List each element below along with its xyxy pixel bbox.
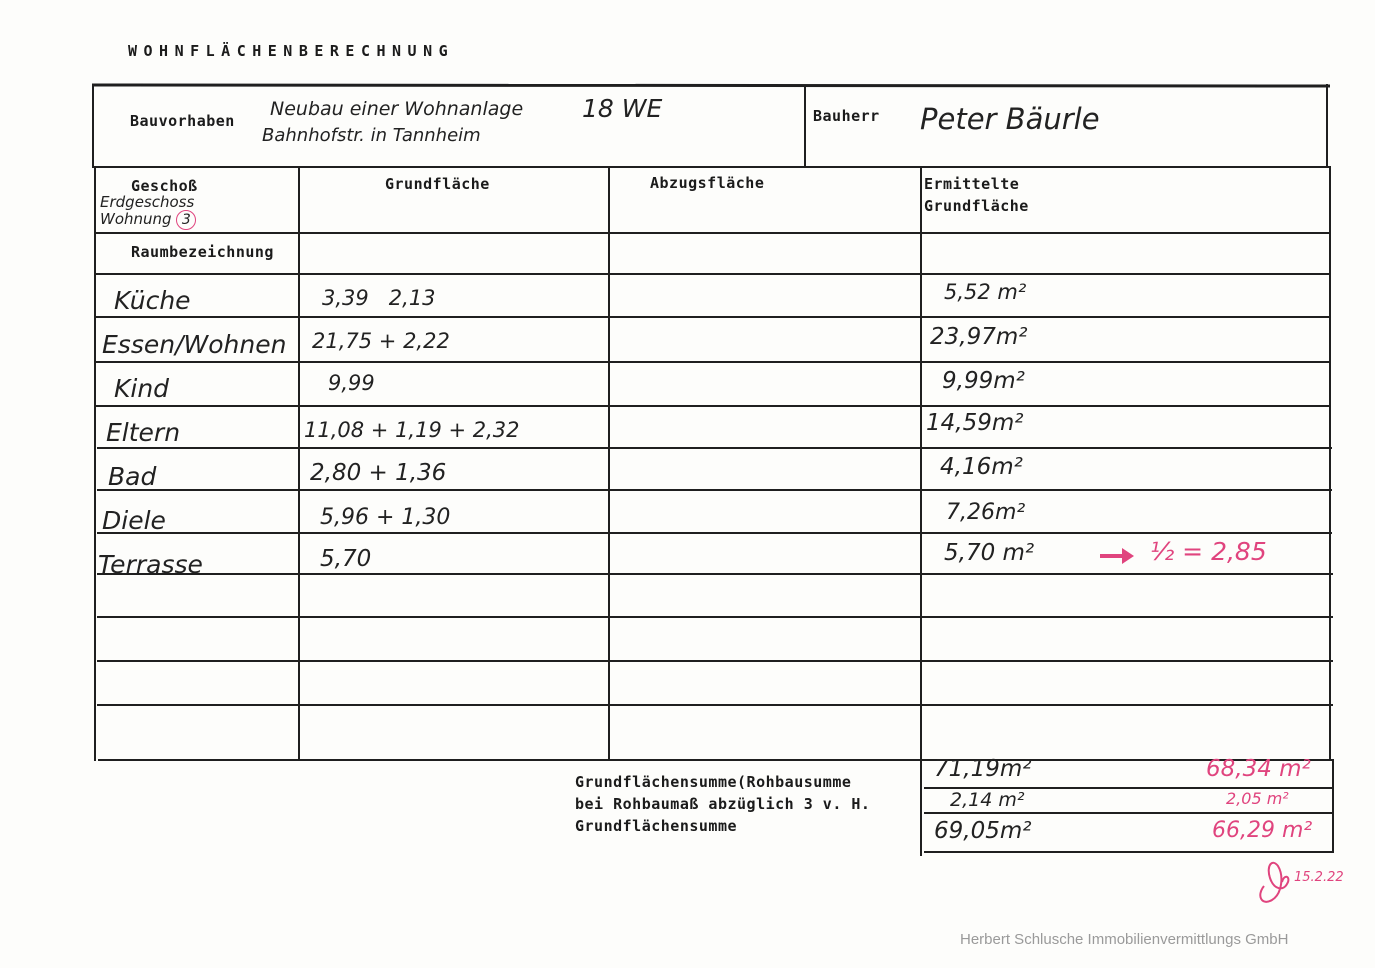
bauvorhaben-value-line2: Bahnhofstr. in Tannheim bbox=[262, 125, 481, 146]
column-header-abzugsflaeche: Abzugsfläche bbox=[650, 174, 765, 192]
footer-watermark: Herbert Schlusche Immobilienvermittlungs GmbH bbox=[960, 931, 1289, 948]
column-header-grundflaeche: Grundfläche bbox=[385, 175, 490, 193]
bauherr-label: Bauherr bbox=[813, 107, 880, 125]
wohnung-number-circle: 3 bbox=[176, 210, 196, 230]
summary-value-abzug: 2,14 m² bbox=[950, 789, 1025, 811]
bauvorhaben-label: Bauvorhaben bbox=[130, 112, 235, 130]
terrasse-half-note: ½ = 2,85 bbox=[1150, 537, 1267, 566]
room-ermittelt: 14,59m² bbox=[926, 410, 1024, 436]
ermittelte-line2: Grundfläche bbox=[924, 197, 1029, 215]
summary-line2: bei Rohbaumaß abzüglich 3 v. H. bbox=[575, 795, 871, 813]
raumbezeichnung-label: Raumbezeichnung bbox=[131, 243, 274, 261]
room-name: Diele bbox=[102, 506, 166, 535]
room-ermittelt: 7,26m² bbox=[946, 500, 1026, 525]
document-title: WOHNFLÄCHENBERECHNUNG bbox=[128, 42, 455, 60]
room-name: Küche bbox=[114, 286, 191, 315]
ermittelte-line1: Ermittelte bbox=[924, 175, 1020, 193]
summary-pink-total: 66,29 m² bbox=[1212, 818, 1313, 843]
room-grundflaeche: 9,99 bbox=[328, 371, 375, 395]
column-header-geschoss: Geschoß bbox=[131, 177, 198, 195]
bauvorhaben-value-line1: Neubau einer Wohnanlage bbox=[270, 98, 524, 120]
summary-pink-rohbau: 68,34 m² bbox=[1206, 756, 1311, 782]
room-grundflaeche: 5,70 bbox=[320, 546, 372, 572]
summary-line1: Grundflächensumme(Rohbausumme bbox=[575, 773, 852, 791]
room-ermittelt: 23,97m² bbox=[930, 324, 1028, 350]
geschoss-wohnung: Wohnung bbox=[100, 210, 172, 228]
summary-value-rohbau: 71,19m² bbox=[934, 756, 1032, 782]
room-grundflaeche: 2,80 + 1,36 bbox=[310, 460, 447, 486]
room-name: Kind bbox=[114, 374, 170, 403]
bauvorhaben-units: 18 WE bbox=[582, 94, 663, 123]
summary-labels bbox=[575, 771, 870, 837]
room-name: Eltern bbox=[106, 418, 181, 447]
room-name: Bad bbox=[108, 462, 157, 491]
room-ermittelt: 5,70 m² bbox=[944, 540, 1035, 566]
geschoss-value bbox=[100, 194, 196, 230]
summary-value-total: 69,05m² bbox=[934, 818, 1032, 844]
geschoss-floor: Erdgeschoss bbox=[100, 193, 195, 211]
signature-date: 15.2.22 bbox=[1294, 870, 1344, 885]
room-ermittelt: 9,99m² bbox=[942, 368, 1025, 394]
room-ermittelt: 5,52 m² bbox=[944, 280, 1027, 304]
signature bbox=[1254, 856, 1294, 910]
room-name: Essen/Wohnen bbox=[102, 330, 287, 359]
room-name: Terrasse bbox=[98, 550, 203, 579]
room-grundflaeche: 11,08 + 1,19 + 2,32 bbox=[304, 418, 520, 442]
bauherr-value: Peter Bäurle bbox=[920, 102, 1100, 136]
room-ermittelt: 4,16m² bbox=[940, 454, 1023, 480]
summary-line3: Grundflächensumme bbox=[575, 817, 738, 835]
column-header-ermittelte bbox=[924, 173, 1029, 217]
summary-pink-abzug: 2,05 m² bbox=[1226, 789, 1289, 808]
room-grundflaeche: 3,39 2,13 bbox=[322, 286, 436, 310]
room-grundflaeche: 21,75 + 2,22 bbox=[312, 329, 450, 353]
room-grundflaeche: 5,96 + 1,30 bbox=[320, 505, 451, 530]
pink-arrow-icon bbox=[1098, 546, 1136, 570]
